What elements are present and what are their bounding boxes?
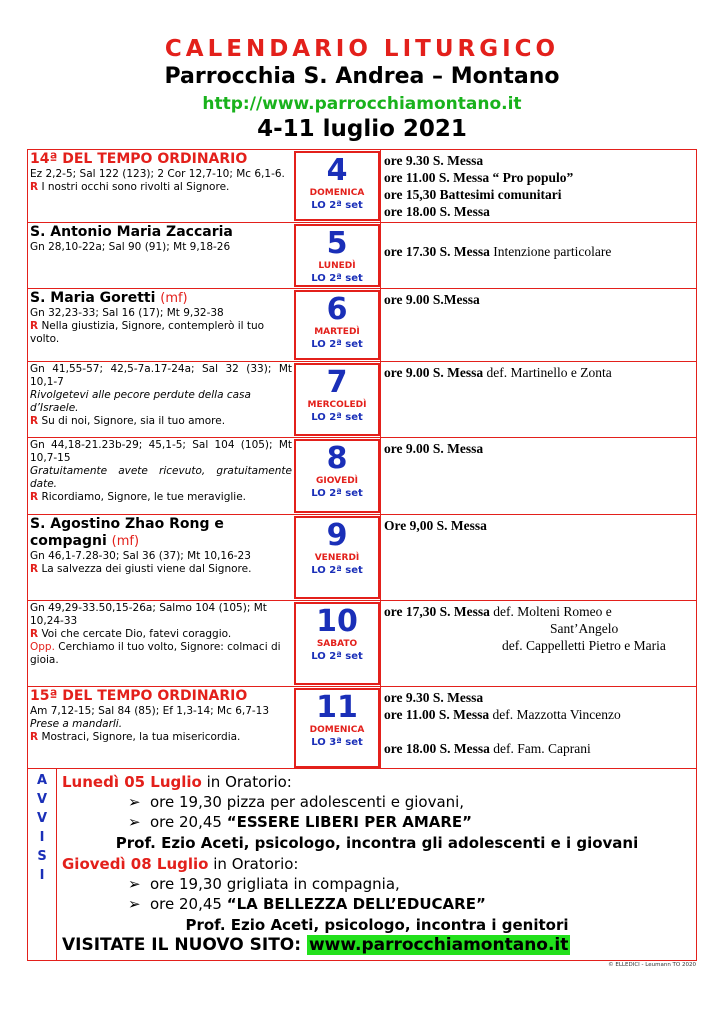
notice-item: ➢ ore 19,30 pizza per adolescenti e giovani,	[128, 793, 465, 811]
bullet-arrow-icon: ➢	[128, 813, 141, 831]
liturgy-hours: LO 3ª set	[311, 737, 363, 748]
antiphon: Gratuitamente avete ricevuto, gratuitamente date.	[30, 465, 292, 490]
notice-item: ➢ ore 20,45 “LA BELLEZZA DELL’EDUCARE”	[128, 895, 486, 913]
mass-schedule	[384, 603, 694, 654]
readings: Gn 46,1-7.28-30; Sal 36 (37); Mt 10,16-23	[30, 550, 251, 562]
liturgy-cell	[30, 602, 292, 667]
notice-item: ➢ ore 19,30 grigliata in compagnia,	[128, 875, 400, 893]
table-row	[28, 150, 696, 223]
day-number: 4	[326, 153, 348, 188]
mass-line: def. Cappelletti Pietro e Maria	[502, 638, 666, 653]
liturgy-cell	[30, 516, 292, 576]
mass-line: ore 9.00 S. Messa def. Martinello e Zonta	[384, 365, 612, 380]
table-row	[28, 289, 696, 362]
divider	[380, 515, 381, 600]
table-row	[28, 362, 696, 438]
liturgy-hours: LO 2ª set	[311, 488, 363, 499]
mass-schedule	[384, 152, 694, 220]
antiphon: Rivolgetevi alle pecore perdute della casa d’Israele.	[30, 389, 251, 414]
liturgy-hours: LO 2ª set	[311, 339, 363, 350]
day-box	[294, 688, 380, 768]
day-box	[294, 439, 380, 513]
mass-line: ore 11.00 S. Messa def. Mazzotta Vincenzo	[384, 707, 621, 722]
day-name: MERCOLEDÌ	[307, 400, 367, 410]
day-name: GIOVEDÌ	[315, 476, 359, 486]
site-link[interactable]: www.parrocchiamontano.it	[308, 935, 569, 955]
response-label: R	[30, 320, 39, 332]
response-label: R	[30, 415, 39, 427]
day-number: 9	[326, 518, 348, 553]
mass-line: ore 17,30 S. Messa def. Molteni Romeo e	[384, 604, 612, 619]
table-row	[28, 223, 696, 289]
response-text: Su di noi, Signore, sia il tuo amore.	[41, 415, 226, 427]
response-label: R	[30, 731, 39, 743]
liturgy-cell	[30, 363, 292, 428]
mass-line: Sant’Angelo	[550, 621, 619, 636]
day-number: 7	[326, 365, 348, 400]
day-box	[294, 516, 380, 599]
table-row	[28, 687, 696, 769]
response-label: R	[30, 563, 39, 575]
feast-name: 15ª DEL TEMPO ORDINARIO	[30, 688, 248, 704]
avvisi-vertical-label: A V V I S I	[28, 769, 57, 960]
liturgy-hours: LO 2ª set	[311, 200, 363, 211]
divider	[380, 438, 381, 514]
liturgy-cell	[30, 224, 292, 254]
readings: Gn 49,29-33.50,15-26a; Salmo 104 (105); Mt 10,24-33	[30, 602, 267, 627]
day-box	[294, 224, 380, 287]
table-row	[28, 438, 696, 515]
day-box	[294, 290, 380, 360]
divider	[380, 687, 381, 769]
liturgy-cell	[30, 688, 292, 744]
mass-line: ore 9.30 S. Messa	[384, 153, 484, 168]
day-box	[294, 602, 380, 685]
mass-schedule	[384, 243, 694, 260]
feast-name: S. Agostino Zhao Rong e compagni (mf)	[30, 516, 224, 549]
liturgy-hours: LO 2ª set	[311, 565, 363, 576]
divider	[380, 601, 381, 686]
day-name: SABATO	[316, 639, 358, 649]
mass-schedule	[384, 440, 694, 457]
response-label: R	[30, 491, 39, 503]
antiphon: Prese a mandarli.	[30, 718, 123, 730]
notice-item: ➢ ore 20,45 “ESSERE LIBERI PER AMARE”	[128, 813, 473, 831]
date-range: 4-11 luglio 2021	[257, 116, 467, 142]
liturgy-cell	[30, 439, 292, 504]
readings: Gn 28,10-22a; Sal 90 (91); Mt 9,18-26	[30, 241, 231, 253]
response-text: Ricordiamo, Signore, le tue meraviglie.	[41, 491, 247, 503]
bullet-arrow-icon: ➢	[128, 875, 141, 893]
feast-name: 14ª DEL TEMPO ORDINARIO	[30, 151, 248, 167]
opp-text: Cerchiamo il tuo volto, Signore: colmaci di gioia.	[30, 641, 281, 666]
calendar-table	[27, 149, 697, 769]
visit-site-line: VISITATE IL NUOVO SITO: www.parrocchiamontano.it	[62, 935, 569, 955]
opp-label: Opp.	[30, 641, 55, 653]
divider	[380, 223, 381, 288]
liturgy-hours: LO 2ª set	[311, 412, 363, 423]
response-text: Mostraci, Signore, la tua misericordia.	[41, 731, 241, 743]
day-number: 10	[316, 604, 358, 639]
mass-line: ore 17.30 S. Messa Intenzione particolare	[384, 244, 612, 259]
liturgy-hours: LO 2ª set	[311, 273, 363, 284]
mass-line: ore 9.00 S.Messa	[384, 292, 480, 307]
parish-url[interactable]: http://www.parrocchiamontano.it	[202, 94, 522, 114]
day-box	[294, 363, 380, 436]
mass-schedule	[384, 689, 694, 757]
bullet-arrow-icon: ➢	[128, 895, 141, 913]
day-box	[294, 151, 380, 221]
notices-box	[27, 769, 697, 961]
response-text: Nella giustizia, Signore, contemplerò il tuo volto.	[30, 320, 265, 345]
day-name: DOMENICA	[309, 725, 365, 735]
liturgy-cell	[30, 290, 292, 346]
feast-name: S. Maria Goretti (mf)	[30, 290, 188, 306]
notice-speaker: Prof. Ezio Aceti, psicologo, incontra gli adolescenti e i giovani	[115, 834, 639, 852]
mass-line: ore 9.00 S. Messa	[384, 441, 484, 456]
response-text: La salvezza dei giusti viene dal Signore.	[41, 563, 252, 575]
response-text: Voi che cercate Dio, fatevi coraggio.	[41, 628, 232, 640]
readings: Gn 32,23-33; Sal 16 (17); Mt 9,32-38	[30, 307, 224, 319]
copyright: © ELLEDICI - Leumann TO 2020	[608, 962, 696, 968]
page-title: CALENDARIO LITURGICO	[164, 36, 560, 62]
liturgy-hours: LO 2ª set	[311, 651, 363, 662]
mass-line: Ore 9,00 S. Messa	[384, 518, 487, 533]
response-label: R	[30, 628, 39, 640]
day-name: VENERDÌ	[314, 553, 360, 563]
feast-name: S. Antonio Maria Zaccaria	[30, 224, 233, 240]
notice-day-2: Giovedì 08 Luglio in Oratorio:	[62, 855, 299, 873]
readings: Gn 44,18-21.23b-29; 45,1-5; Sal 104 (105); Mt 10,7-15	[30, 439, 292, 464]
readings: Ez 2,2-5; Sal 122 (123); 2 Cor 12,7-10; Mc 6,1-6.	[30, 168, 285, 180]
mass-line: ore 11.00 S. Messa “ Pro populo”	[384, 170, 574, 185]
readings: Am 7,12-15; Sal 84 (85); Ef 1,3-14; Mc 6,7-13	[30, 705, 270, 717]
response-text: I nostri occhi sono rivolti al Signore.	[41, 181, 230, 193]
divider	[380, 289, 381, 361]
readings: Gn 41,55-57; 42,5-7a.17-24a; Sal 32 (33); Mt 10,1-7	[30, 363, 292, 388]
mass-schedule	[384, 364, 694, 381]
response-label: R	[30, 181, 39, 193]
divider	[380, 150, 381, 222]
divider	[380, 362, 381, 437]
notice-speaker: Prof. Ezio Aceti, psicologo, incontra i genitori	[185, 916, 569, 934]
day-name: DOMENICA	[309, 188, 365, 198]
day-number: 8	[326, 441, 348, 476]
day-number: 11	[316, 690, 358, 725]
mass-schedule	[384, 517, 694, 534]
notice-day-1: Lunedì 05 Luglio in Oratorio:	[62, 773, 292, 791]
table-row	[28, 601, 696, 687]
parish-name: Parrocchia S. Andrea – Montano	[164, 64, 560, 89]
day-number: 6	[326, 292, 348, 327]
mass-line: ore 18.00 S. Messa	[384, 204, 490, 219]
mass-line: ore 18.00 S. Messa def. Fam. Caprani	[384, 741, 591, 756]
mass-line: ore 9.30 S. Messa	[384, 690, 484, 705]
day-name: LUNEDÌ	[318, 261, 356, 271]
mass-line: ore 15,30 Battesimi comunitari	[384, 187, 562, 202]
mass-schedule	[384, 291, 694, 308]
table-row	[28, 515, 696, 601]
day-name: MARTEDÌ	[314, 327, 360, 337]
bullet-arrow-icon: ➢	[128, 793, 141, 811]
liturgy-cell	[30, 151, 292, 194]
day-number: 5	[326, 226, 348, 261]
